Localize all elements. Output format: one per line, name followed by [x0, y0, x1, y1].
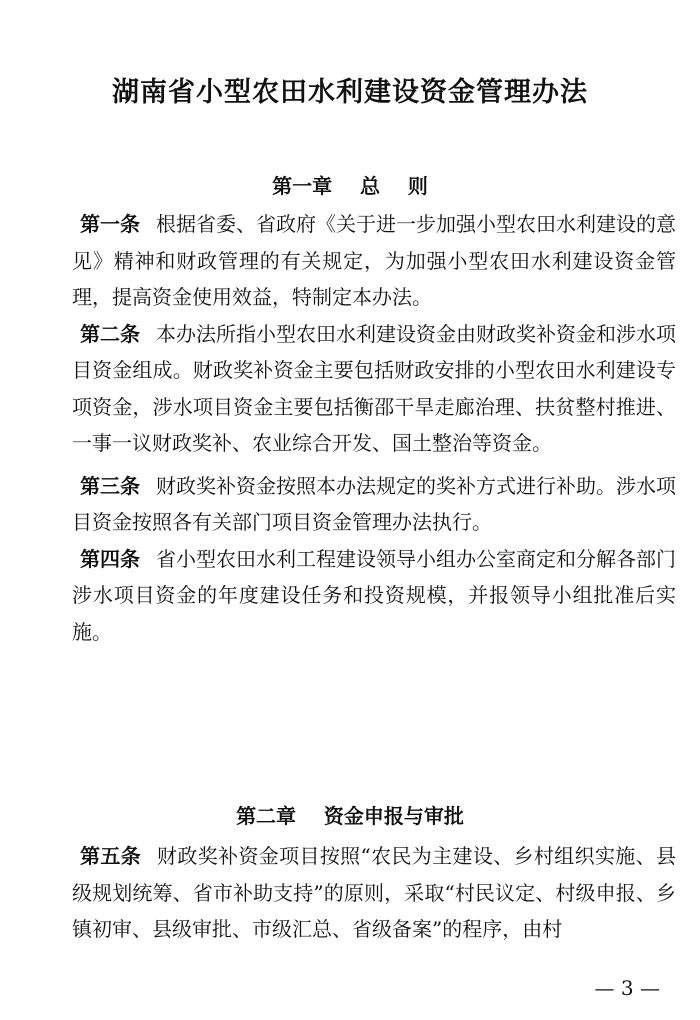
- chapter-body: [72, 206, 676, 650]
- article-text: 根据省委、省政府《关于进一步加强小型农田水利建设的意见》精神和财政管理的有关规定，为加强小型农田水利建设资金管理，提高资金使用效益，特制定本办法。: [72, 212, 676, 309]
- chapter-body: [72, 838, 676, 948]
- article-label: 第二条: [80, 321, 140, 346]
- chapter-heading: 第一章 总 则: [272, 174, 428, 198]
- article-label: 第四条: [80, 546, 140, 571]
- document-title: 湖南省小型农田水利建设资金管理办法: [112, 77, 588, 108]
- article-text: 财政奖补资金项目按照“农民为主建设、乡村组织实施、县级规划统筹、省市补助支持”的原则，采取“村民议定、村级申报、乡镇初审、县级审批、市级汇总、省级备案”的程序，由村: [72, 844, 676, 941]
- article-text: 本办法所指小型农田水利建设资金由财政奖补资金和涉水项目资金组成。财政奖补资金主要包括财政安排的小型农田水利建设专项资金，涉水项目资金主要包括衡邵干旱走廊治理、扶贫整村推进、一事一议财政奖补、农业综合开发、国土整治等资金。: [72, 321, 676, 455]
- article-paragraph: [72, 541, 676, 651]
- article-label: 第一条: [80, 212, 140, 236]
- article-text: 省小型农田水利工程建设领导小组办公室商定和分解各部门涉水项目资金的年度建设任务和投资规模，并报领导小组批准后实施。: [72, 546, 676, 644]
- article-label: 第三条: [80, 473, 140, 498]
- article-paragraph: [72, 316, 676, 462]
- article-label: 第五条: [80, 844, 142, 868]
- article-text: 财政奖补资金按照本办法规定的奖补方式进行补助。涉水项目资金按照各有关部门项目资金管理办法执行。: [72, 473, 676, 534]
- page-number: — 3 —: [594, 976, 660, 1000]
- chapter-heading: 第二章 资金申报与审批: [236, 804, 464, 828]
- article-paragraph: [72, 206, 676, 316]
- article-paragraph: [72, 838, 676, 948]
- article-paragraph: [72, 468, 676, 541]
